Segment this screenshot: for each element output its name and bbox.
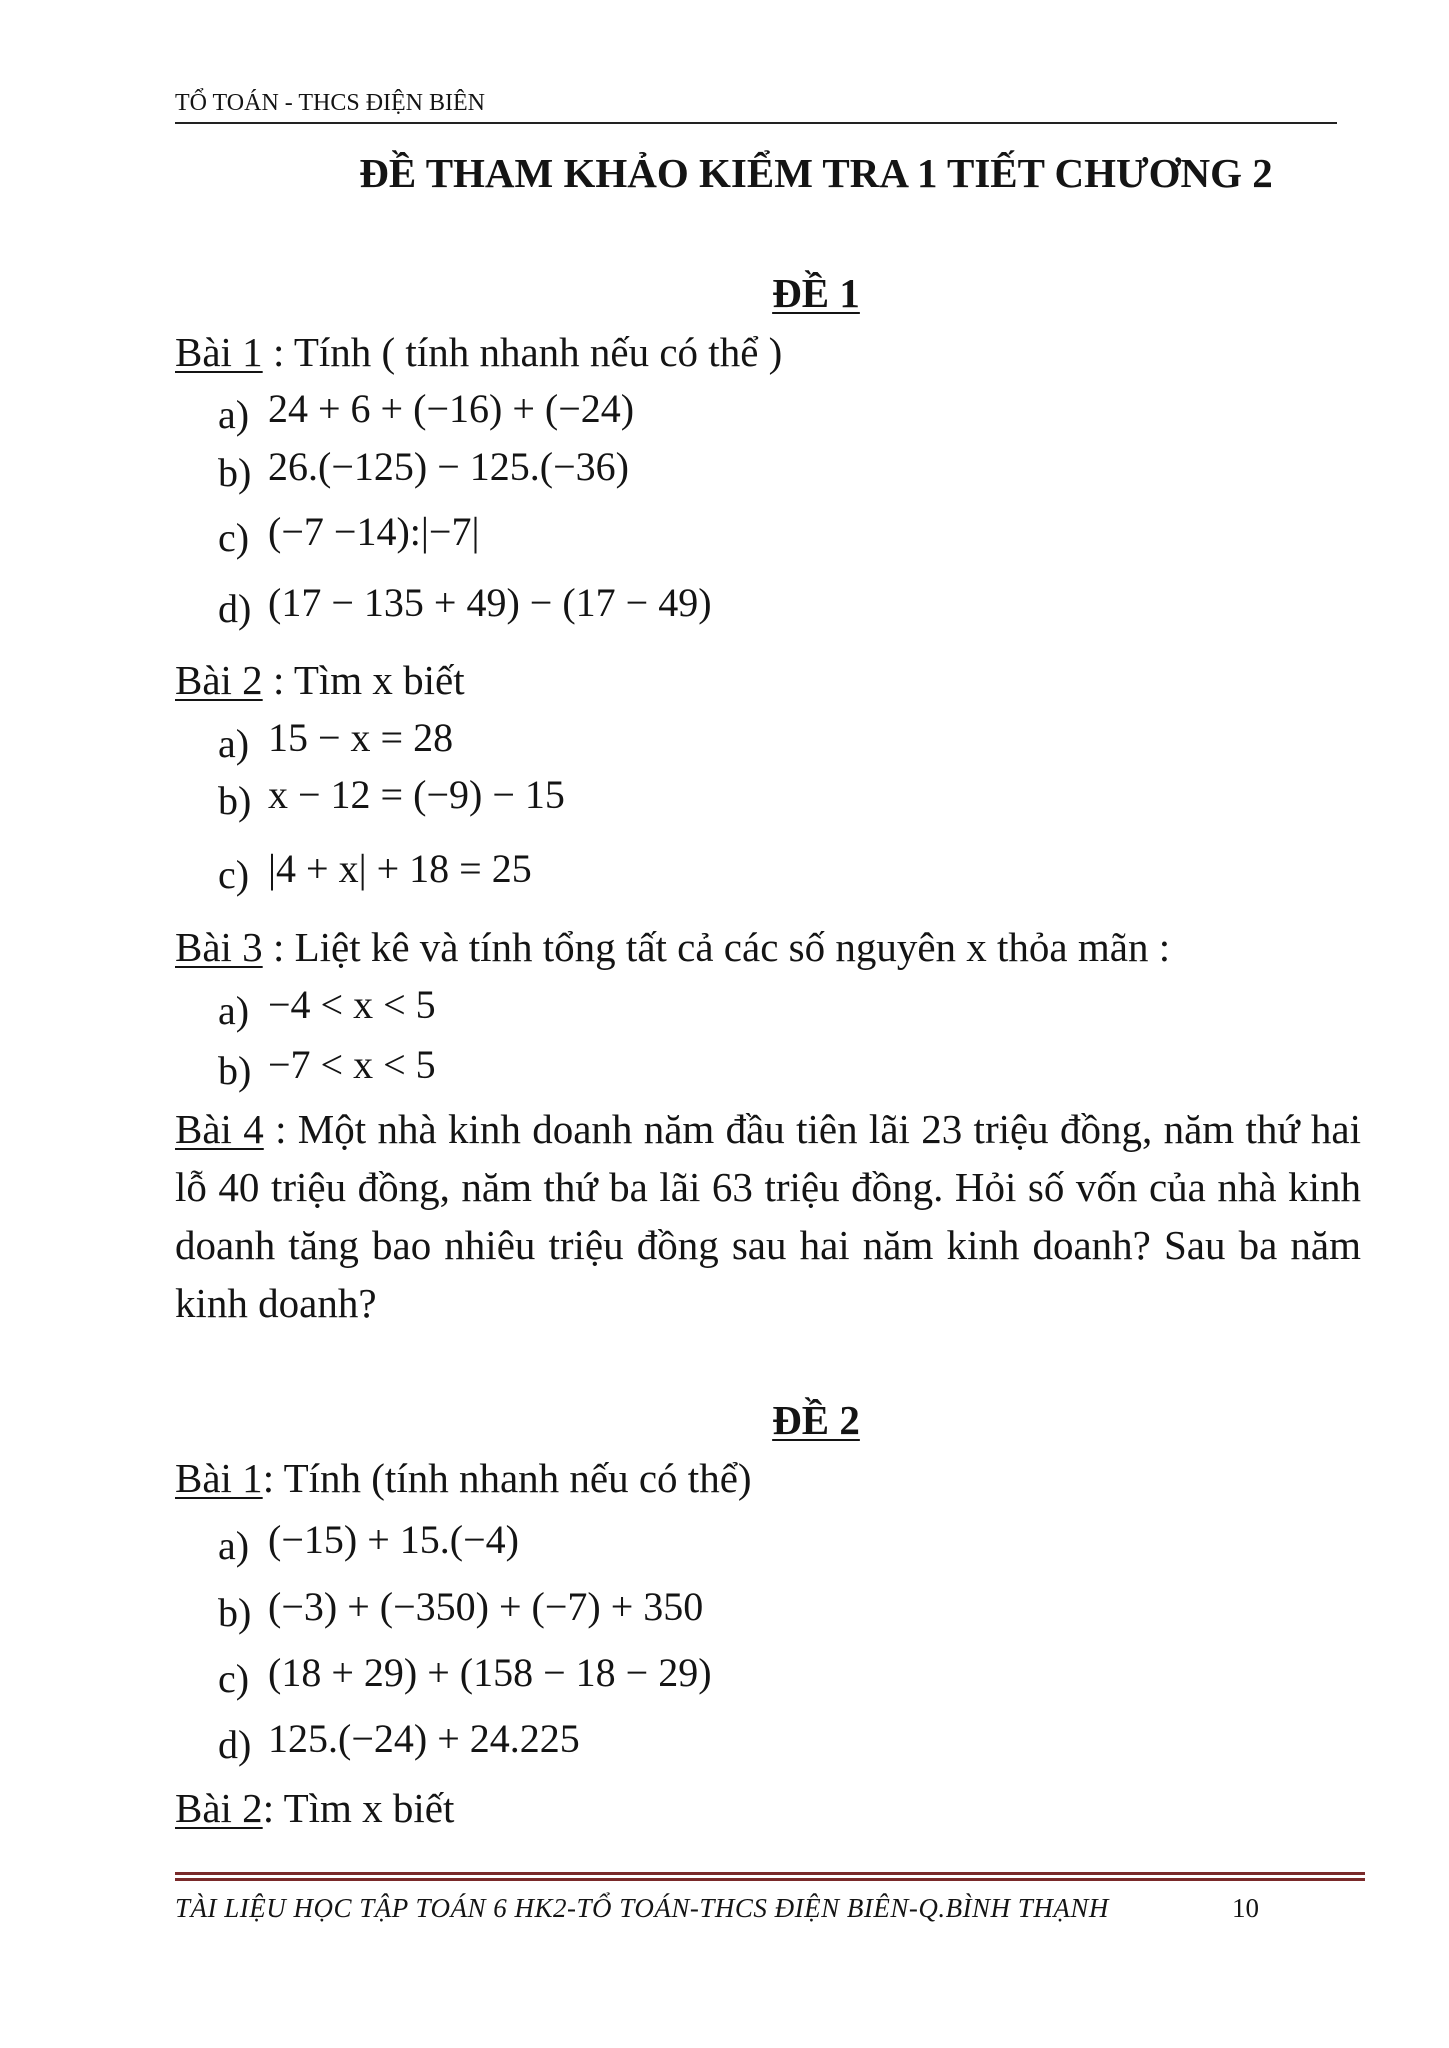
de2-bai1-heading [175, 1453, 752, 1503]
page-header [175, 88, 1337, 124]
de2-bai1-item-d [218, 1714, 580, 1767]
de2-bai1-item-b [218, 1582, 704, 1635]
footer-text: TÀI LIỆU HỌC TẬP TOÁN 6 HK2-TỔ TOÁN-THCS ĐIỆN BIÊN-Q.BÌNH THẠNH [175, 1893, 1109, 1923]
item-expression: −4 < x < 5 [268, 982, 436, 1027]
item-letter: a) [218, 1523, 250, 1568]
de1-bai1-item-b [218, 442, 629, 495]
item-letter: c) [218, 515, 250, 560]
page-number: 10 [1232, 1893, 1259, 1923]
item-letter: a) [218, 392, 250, 437]
footer-rule-bottom [175, 1878, 1365, 1881]
de1-bai4-text: : Một nhà kinh doanh năm đầu tiên lãi 23 triệu đồng, năm thứ hai lỗ 40 triệu đồng, năm thứ ba lãi 63 triệu đồng. Hỏi số vốn của nhà kinh doanh tăng bao nhiêu triệu đồng sau hai năm kinh doanh? Sau ba năm kinh doanh? [175, 1106, 1362, 1326]
item-expression: 15 − x = 28 [268, 715, 454, 760]
item-expression: 26.(−125) − 125.(−36) [268, 444, 629, 489]
item-letter: a) [218, 721, 250, 766]
de1-bai1-item-a [218, 384, 635, 437]
item-expression: (−15) + 15.(−4) [268, 1517, 519, 1562]
de1-bai1-label: Bài 1 [175, 329, 263, 375]
item-letter: b) [218, 450, 252, 495]
de1-bai1-item-c [218, 507, 480, 560]
item-letter: b) [218, 1048, 252, 1093]
section-heading-de2 [175, 1395, 1337, 1445]
de2-bai1-item-a [218, 1515, 519, 1568]
de2-heading-text: ĐỀ 2 [772, 1397, 860, 1443]
document-title: ĐỀ THAM KHẢO KIỂM TRA 1 TIẾT CHƯƠNG 2 [359, 150, 1273, 196]
de1-bai1-text: : Tính ( tính nhanh nếu có thể ) [262, 329, 783, 375]
de1-bai4-label: Bài 4 [175, 1106, 264, 1152]
de1-bai3-item-b [218, 1040, 436, 1093]
de1-bai3-heading [175, 922, 1170, 972]
de1-bai1-item-d [218, 578, 712, 631]
item-letter: b) [218, 1590, 252, 1635]
de1-bai2-item-b [218, 770, 565, 823]
de1-bai3-item-a [218, 980, 436, 1033]
item-letter: b) [218, 778, 252, 823]
header-text: TỔ TOÁN - THCS ĐIỆN BIÊN [175, 90, 485, 116]
item-expression: (17 − 135 + 49) − (17 − 49) [268, 580, 712, 625]
de2-bai2-text: : Tìm x biết [262, 1785, 455, 1831]
de2-bai1-text: : Tính (tính nhanh nếu có thể) [262, 1455, 752, 1501]
de2-bai1-label: Bài 1 [175, 1455, 263, 1501]
item-expression: −7 < x < 5 [268, 1042, 436, 1087]
item-expression: (−3) + (−350) + (−7) + 350 [268, 1584, 704, 1629]
de1-heading-text: ĐỀ 1 [772, 270, 860, 316]
de1-bai3-text: : Liệt kê và tính tổng tất cả các số nguyên x thỏa mãn : [262, 924, 1171, 970]
item-letter: a) [218, 988, 250, 1033]
de1-bai2-text: : Tìm x biết [262, 657, 465, 703]
de2-bai1-item-c [218, 1648, 712, 1701]
item-letter: d) [218, 586, 252, 631]
de2-bai2-label: Bài 2 [175, 1785, 263, 1831]
item-letter: d) [218, 1722, 252, 1767]
de2-bai2-heading [175, 1783, 454, 1833]
item-expression: 125.(−24) + 24.225 [268, 1716, 580, 1761]
item-letter: c) [218, 852, 250, 897]
de1-bai2-heading [175, 655, 465, 705]
item-expression: (−7 −14):|−7| [268, 509, 480, 554]
de1-bai2-item-a [218, 713, 454, 766]
item-expression: 24 + 6 + (−16) + (−24) [268, 386, 635, 431]
de1-bai2-label: Bài 2 [175, 657, 263, 703]
item-expression: |4 + x| + 18 = 25 [268, 846, 532, 891]
de1-bai2-item-c [218, 844, 532, 897]
footer-rule-top [175, 1872, 1365, 1875]
section-heading-de1 [175, 268, 1337, 318]
de1-bai1-heading [175, 327, 782, 377]
de1-bai3-label: Bài 3 [175, 924, 263, 970]
item-letter: c) [218, 1656, 250, 1701]
item-expression: (18 + 29) + (158 − 18 − 29) [268, 1650, 712, 1695]
de1-bai4-paragraph [175, 1100, 1361, 1332]
item-expression: x − 12 = (−9) − 15 [268, 772, 565, 817]
